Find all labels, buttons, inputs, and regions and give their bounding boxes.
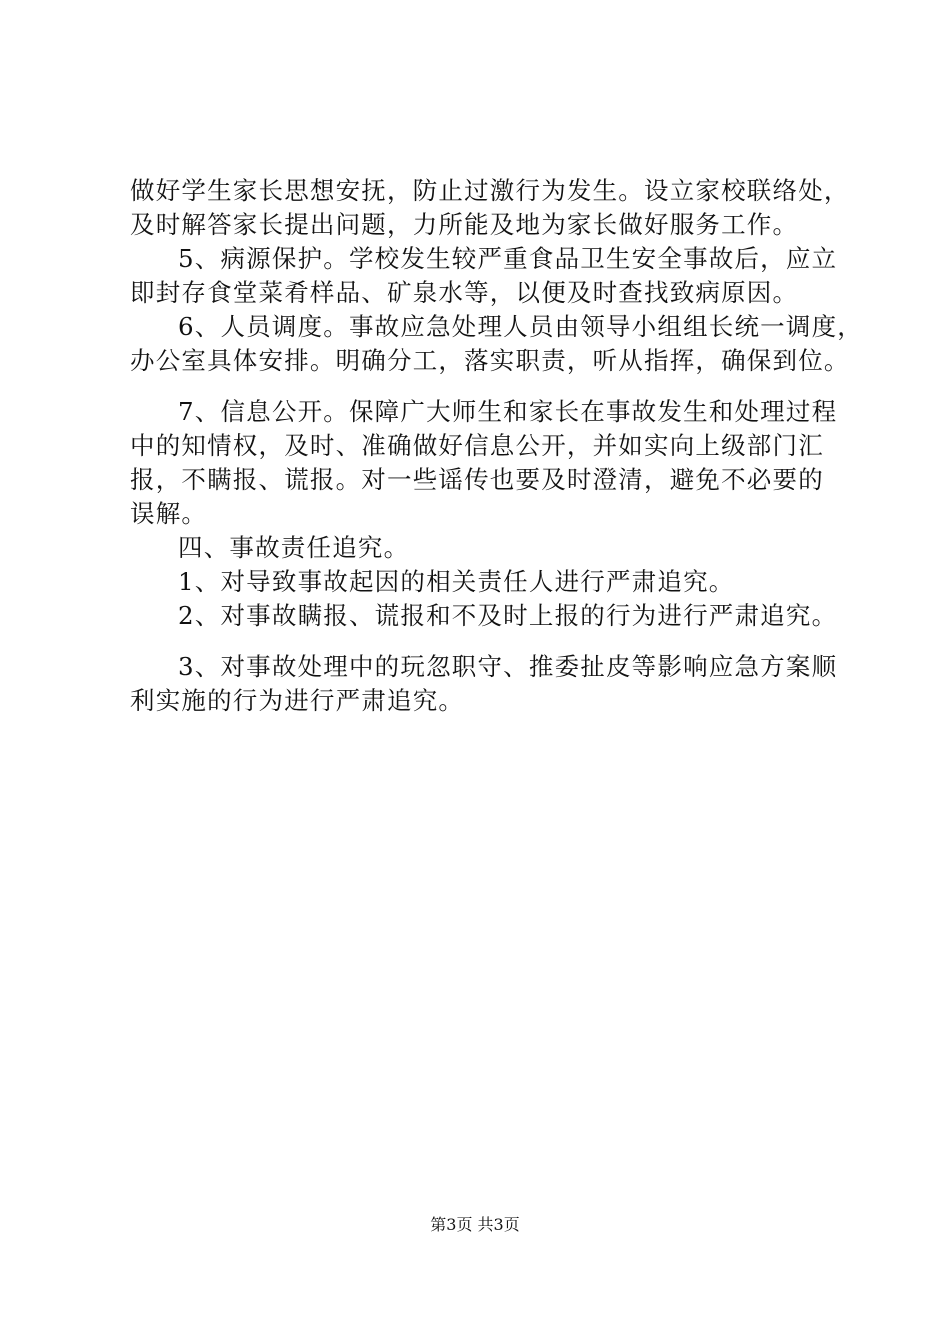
body-text-line: 利实施的行为进行严肃追究。 — [130, 686, 465, 715]
body-text-line: 误解。 — [130, 499, 208, 528]
section-heading: 四、事故责任追究。 — [178, 533, 410, 562]
body-text-line: 1、对导致事故起因的相关责任人进行严肃追究。 — [178, 567, 735, 596]
body-text-line: 6、人员调度。事故应急处理人员由领导小组组长统一调度， — [178, 312, 863, 341]
body-text-line: 办公室具体安排。明确分工，落实职责，听从指挥，确保到位。 — [130, 346, 850, 375]
body-text-line: 报，不瞒报、谎报。对一些谣传也要及时澄清，避免不必要的 — [130, 465, 824, 494]
body-text-line: 及时解答家长提出问题，力所能及地为家长做好服务工作。 — [130, 210, 799, 239]
body-text-line: 5、病源保护。学校发生较严重食品卫生安全事故后，应立 — [178, 244, 838, 273]
body-text-line: 即封存食堂菜肴样品、矿泉水等，以便及时查找致病原因。 — [130, 278, 799, 307]
body-text-line: 中的知情权，及时、准确做好信息公开，并如实向上级部门汇 — [130, 431, 824, 460]
body-text-line: 2、对事故瞒报、谎报和不及时上报的行为进行严肃追究。 — [178, 601, 838, 630]
page-number-footer: 第3页 共3页 — [430, 1215, 520, 1234]
body-text-line: 做好学生家长思想安抚，防止过激行为发生。设立家校联络处， — [130, 176, 850, 205]
body-text-line: 3、对事故处理中的玩忽职守、推委扯皮等影响应急方案顺 — [178, 652, 838, 681]
body-text-line: 7、信息公开。保障广大师生和家长在事故发生和处理过程 — [178, 397, 838, 426]
